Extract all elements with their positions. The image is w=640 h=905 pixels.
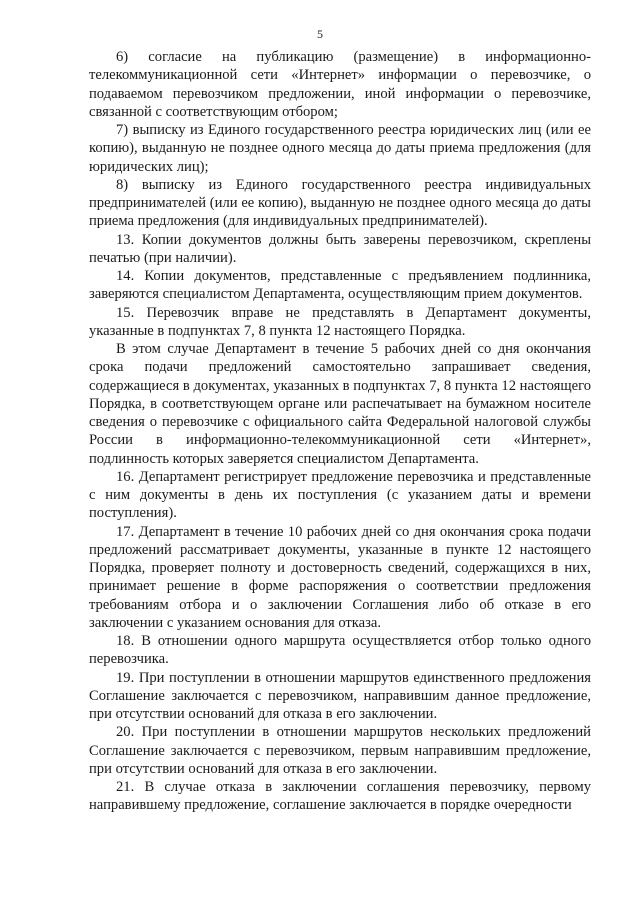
paragraph-18-single-carrier: 18. В отношении одного маршрута осуществляется отбор только одного перевозчика. <box>89 633 591 668</box>
paragraph-15-department-request: В этом случае Департамент в течение 5 рабочих дней со дня окончания срока подачи предложений самостоятельно запрашивает сведения, содержащиеся в документах, указанных в подпунктах 7, 8 пункта 12 настоящего Порядка, в соответствующем органе или распечатывает на бумажном носителе сведения о перевозчике с официального сайта Федеральной налоговой службы России в информационно-телекоммуникационной сети «Интернет», подлинность которых заверяется специалистом Департамента. <box>89 341 591 467</box>
paragraph-7-legal-entities-extract: 7) выписку из Единого государственного реестра юридических лиц (или ее копию), выданную не позднее одного месяца до даты приема предложения (для юридических лиц); <box>89 122 591 175</box>
paragraph-19-single-proposal: 19. При поступлении в отношении маршрутов единственного предложения Соглашение заключается с перевозчиком, направившим данное предложение, при отсутствии оснований для отказа в его заключении. <box>89 669 591 722</box>
paragraph-20-multiple-proposals: 20. При поступлении в отношении маршрутов нескольких предложений Соглашение заключается с перевозчиком, первым направившим предложение, при отсутствии оснований для отказа в его заключении. <box>89 724 591 777</box>
paragraph-8-entrepreneurs-extract: 8) выписку из Единого государственного реестра индивидуальных предпринимателей (или ее копию), выданную не позднее одного месяца до даты приема предложения (для индивидуальных предпринимателей). <box>89 176 591 230</box>
paragraph-13-certified-copies: 13. Копии документов должны быть заверены перевозчиком, скреплены печатью (при наличии). <box>89 231 591 266</box>
paragraph-17-review: 17. Департамент в течение 10 рабочих дней со дня окончания срока подачи предложений рассматривает документы, указанные в пункте 12 настоящего Порядка, проверяет полноту и достоверность сведений, содержащихся в них, принимает решение в форме распоряжения о соответствии предложения требованиям отбора и о заключении Соглашения либо об отказе в его заключении с указанием основания для отказа. <box>89 523 591 631</box>
paragraph-21-refusal-order: 21. В случае отказа в заключении соглашения перевозчику, первому направившему предложение, соглашение заключается в порядке очередности <box>89 779 591 814</box>
paragraph-14-copies-with-original: 14. Копии документов, представленные с предъявлением подлинника, заверяются специалистом Департамента, осуществляющим прием документов. <box>89 268 591 303</box>
page-number: 5 <box>317 27 323 41</box>
paragraph-16-registration: 16. Департамент регистрирует предложение перевозчика и представленные с ним документы в день их поступления (с указанием даты и времени поступления). <box>89 468 591 522</box>
document-body <box>89 48 591 815</box>
paragraph-6-consent: 6) согласие на публикацию (размещение) в информационно-телекоммуникационной сети «Интернет» информации о перевозчике, о подаваемом перевозчиком предложении, иной информации о перевозчике, связанной с соответствующим отбором; <box>89 49 591 120</box>
paragraph-15-documents-not-required: 15. Перевозчик вправе не представлять в Департамент документы, указанные в подпунктах 7, 8 пункта 12 настоящего Порядка. <box>89 304 591 339</box>
